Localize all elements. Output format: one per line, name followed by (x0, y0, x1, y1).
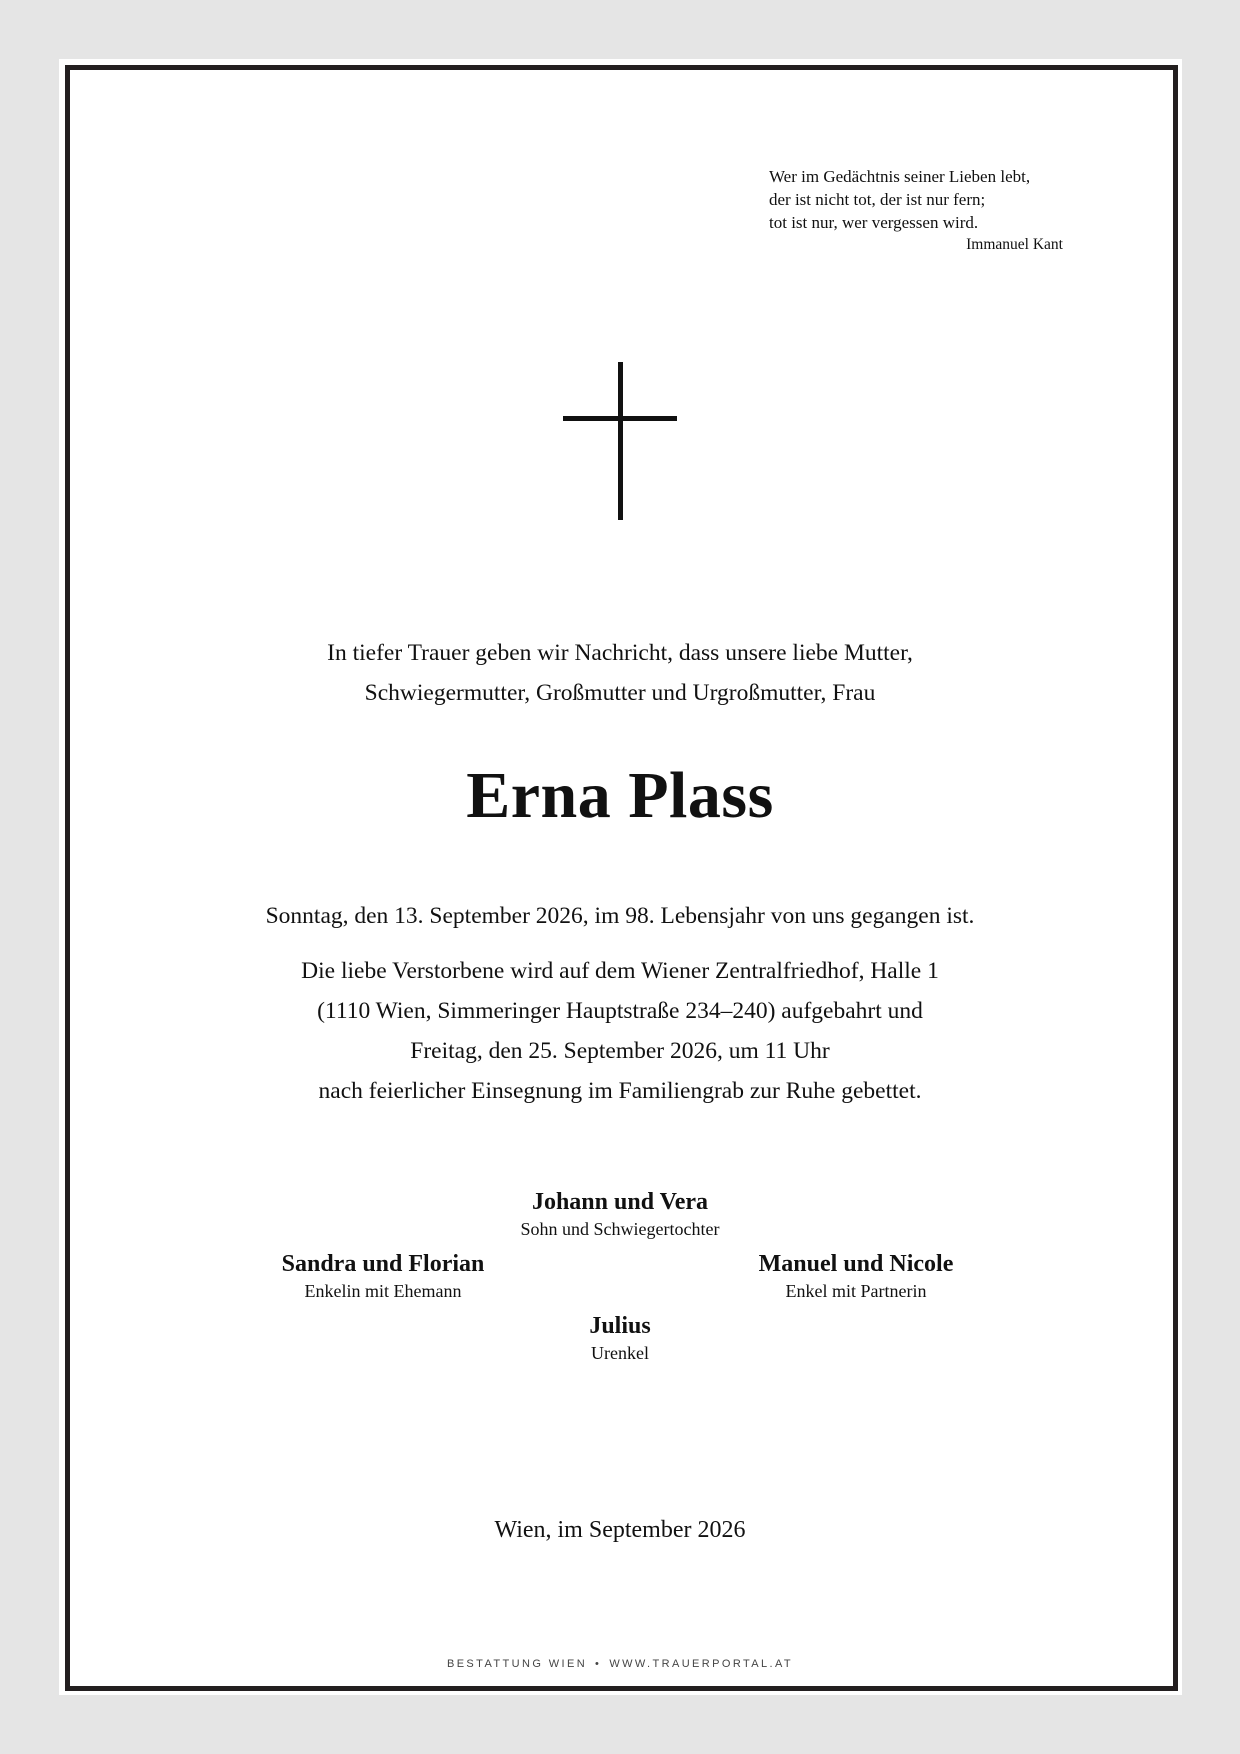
mourner-relation: Sohn und Schwiegertochter (520, 1219, 720, 1239)
mourner-son (420, 1187, 820, 1241)
footer-separator: • (595, 1658, 602, 1670)
burial-line: Freitag, den 25. September 2026, um 11 Uhr (410, 1038, 830, 1064)
mourner-great-grandson (420, 1311, 820, 1365)
burial-line: nach feierlicher Einsegnung im Familiengrab zur Ruhe gebettet. (318, 1078, 922, 1104)
mourner-name: Manuel und Nicole (758, 1251, 954, 1277)
mourner-name: Johann und Vera (531, 1189, 709, 1215)
mourner-grandson (656, 1249, 1056, 1303)
mourner-name: Julius (589, 1313, 651, 1339)
mourner-granddaughter (183, 1249, 583, 1303)
black-border-frame (65, 65, 1178, 1691)
quote-line: der ist nicht tot, der ist nur fern; (769, 190, 986, 209)
quote-author: Immanuel Kant (966, 236, 1063, 253)
intro-line: In tiefer Trauer geben wir Nachricht, dass unsere liebe Mutter, (327, 640, 913, 666)
mourner-relation: Urenkel (591, 1343, 649, 1363)
quote-block (769, 165, 1063, 255)
obituary-page (59, 59, 1182, 1695)
cross-icon (563, 362, 677, 520)
footer-website-link[interactable]: WWW.TRAUERPORTAL.AT (609, 1658, 794, 1670)
mourner-name: Sandra und Florian (281, 1251, 485, 1277)
passing-statement: Sonntag, den 13. September 2026, im 98. Lebensjahr von uns gegangen ist. (265, 903, 975, 929)
announcement-intro (0, 633, 1240, 713)
burial-details (0, 951, 1240, 1111)
cross-horizontal-bar (563, 416, 677, 421)
burial-line: Die liebe Verstorbene wird auf dem Wiener Zentralfriedhof, Halle 1 (301, 958, 939, 984)
mourner-relation: Enkelin mit Ehemann (304, 1281, 462, 1301)
footer-funeral-home: BESTATTUNG WIEN (446, 1658, 588, 1670)
deceased-name: Erna Plass (466, 759, 774, 832)
place-and-date: Wien, im September 2026 (494, 1517, 746, 1543)
intro-line: Schwiegermutter, Großmutter und Urgroßmutter, Frau (364, 680, 876, 706)
footer-credit (0, 1658, 1240, 1670)
cross-vertical-bar (618, 362, 623, 520)
burial-line: (1110 Wien, Simmeringer Hauptstraße 234–240) aufgebahrt und (317, 998, 923, 1024)
mourner-relation: Enkel mit Partnerin (785, 1281, 927, 1301)
quote-line: Wer im Gedächtnis seiner Lieben lebt, (769, 167, 1031, 186)
quote-line: tot ist nur, wer vergessen wird. (769, 213, 979, 232)
